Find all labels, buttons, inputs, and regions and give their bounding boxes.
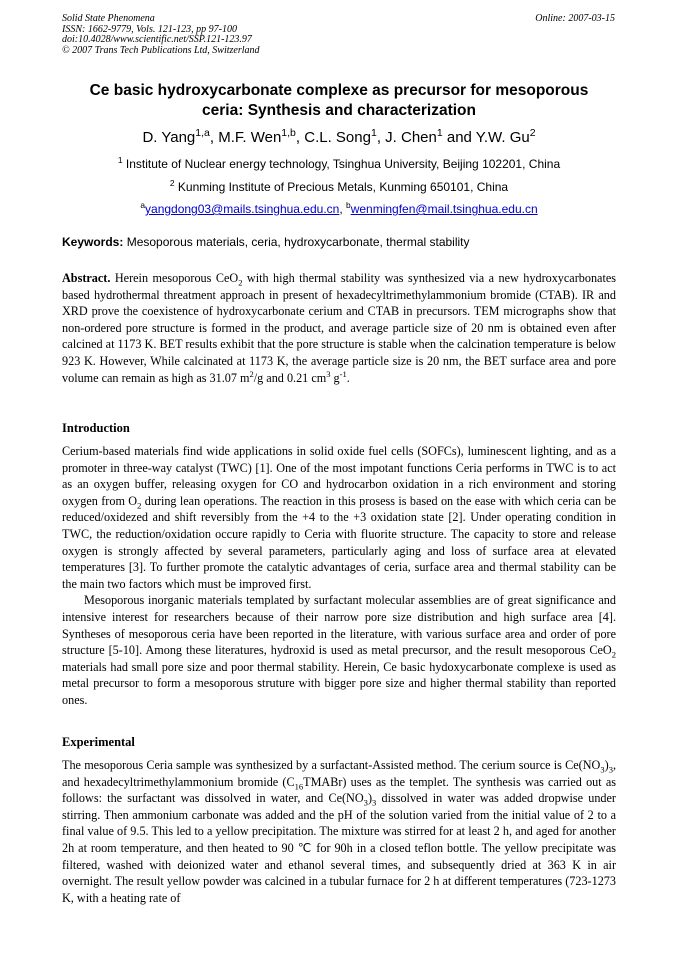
author: Y.W. Gu$^2$: [475, 127, 536, 146]
section-heading-introduction: Introduction: [62, 421, 130, 435]
title-line-2: ceria: Synthesis and characterization: [202, 102, 476, 119]
title-line-1: Ce basic hydroxycarbonate complexe as precursor for mesoporous: [89, 82, 589, 99]
introduction-body: [62, 443, 616, 709]
paragraph: Mesoporous inorganic materials templated by surfactant molecular assemblies are of great significance and intensive interest for researchers because of their narrow pore size distribution and high surface area [4]. Syntheses of mesoporous ceria have been reported in the literature, with various surface area and order of pore structure [5-10]. Among these literatures, hydroxid is used as metal precursor, and the result mesoporous CeO$_2$ materials had small pore size and poor thermal stability. Herein, Ce basic hydoxycarbonate complexe is used as metal precursor to form a mesoporous struture with bigger pore size and higher thermal stability than reported ones.: [62, 593, 616, 707]
keywords-text: Mesoporous materials, ceria, hydroxycarbonate, thermal stability: [126, 235, 470, 249]
paragraph: The mesoporous Ceria sample was synthesized by a surfactant-Assisted method. The cerium source is $Ce(NO_3)_3$, and hexadecyltrimethylammonium bromide $(C_{16}TMABr)$ uses as the templet. The synthesis was carried out as follows: the surfactant was dissolved in water, and $Ce(NO_3)_3$ dissolved in water was added dropwise under stirring. Then ammonium carbonate was added and the pH of the solution varied from the initial value of 2 to a final value of 9.5. This led to a yellow precipitation. The mixture was stirred for at least 2 h, and aged for another 2h at room temperature, and then heated to 90 ℃ for 90h in a closed teflon bottle. The yellow precipitate was filtered, washed with deionized water and ethanol several times, and subsequently dried at 363 K in air overnight. The result yellow powder was calcined in a tubular furnace for 2 h at different temperatures (723-1273 K, with a heating rate of: [62, 758, 616, 905]
paper-title: [70, 81, 608, 121]
experimental-body: [62, 757, 616, 906]
email-line: $^a$yangdong03@mails.tsinghua.edu.cn, $^b$wenmingfen@mail.tsinghua.edu.cn: [140, 200, 538, 216]
email-link-a[interactable]: yangdong03@mails.tsinghua.edu.cn: [145, 202, 340, 216]
abstract-label: Abstract.: [62, 271, 111, 285]
issn-line: ISSN: 1662-9779, Vols. 121-123, pp 97-100: [62, 23, 237, 35]
abstract: Abstract. Herein mesoporous CeO$_2$ with high thermal stability was synthesized via a new hydroxycarbonates based hydrothermal threatment approach in present of hexadecyltrimethylammonium bromide (CTAB). IR and XRD prove the coexistence of hydroxycarbonate cerium and CTAB in precursors. TEM micrographs show that non-ordered pore structure is formed in the product, and average particle size of 20 nm is obtained even after calcined at 1173 K. BET results exhibit that the pore structure is stable when the calcination temperature is below 923 K. However, While calcinated at 1173 K, the average particle size is 20 nm, the BET surface area and pore volume can remain as high as 31.07 $m^2/g$ and 0.21 $cm^3$ $g^{-1}$.: [62, 271, 617, 385]
paragraph: Cerium-based materials find wide applications in solid oxide fuel cells (SOFCs), luminescent lighting, and as a promoter in three-way catalyst (TWC) [1]. One of the most impotant functions Ceria performs in TWC is to act as an oxygen buffer, releasing oxygen for CO and hydrocarbon oxidation in a rich environment and storing oxygen from $O_2$ during lean operations. The reaction in this prosess is based on the ease with which ceria can be reduced/oxidezed and shift reversibly from the +4 to the +3 oxidation state [2]. Under operating condition in TWC, the reduction/oxidation occure rapidly to Ceria with fluorite structure. The capacity to store and release oxygen is strongly affected by several parameters, particularly aging and loss of surface area at elevated temperatures [3]. To further promote the catalytic advantages of ceria, surface area and thermal stability can be the main two factors which must be improved first.: [62, 444, 616, 591]
copyright-line: © 2007 Trans Tech Publications Ltd, Switzerland: [62, 44, 260, 56]
affiliation-1: $^1$ Institute of Nuclear energy technology, Tsinghua University, Beijing 102201, China: [117, 155, 561, 171]
email-link-b[interactable]: wenmingfen@mail.tsinghua.edu.cn: [350, 202, 538, 216]
author-list: [62, 128, 616, 148]
doi-line: doi:10.4028/www.scientific.net/SSP.121-123.97: [62, 34, 252, 45]
online-date: Online: 2007-03-15: [535, 13, 615, 24]
keywords: [62, 235, 616, 250]
keywords-label: Keywords:: [62, 235, 124, 249]
author: C.L. Song$^1$,: [304, 127, 386, 146]
journal-name: Solid State Phenomena: [62, 13, 155, 24]
journal-header: [62, 14, 260, 56]
affiliation-2: $^2$ Kunming Institute of Precious Metals, Kunming 650101, China: [169, 178, 509, 194]
author: M.F. Wen$^{1,b}$,: [218, 127, 305, 146]
author: J. Chen$^1$ and: [385, 127, 476, 146]
section-heading-experimental: Experimental: [62, 735, 135, 749]
author: D. Yang$^{1,a}$,: [142, 127, 219, 146]
